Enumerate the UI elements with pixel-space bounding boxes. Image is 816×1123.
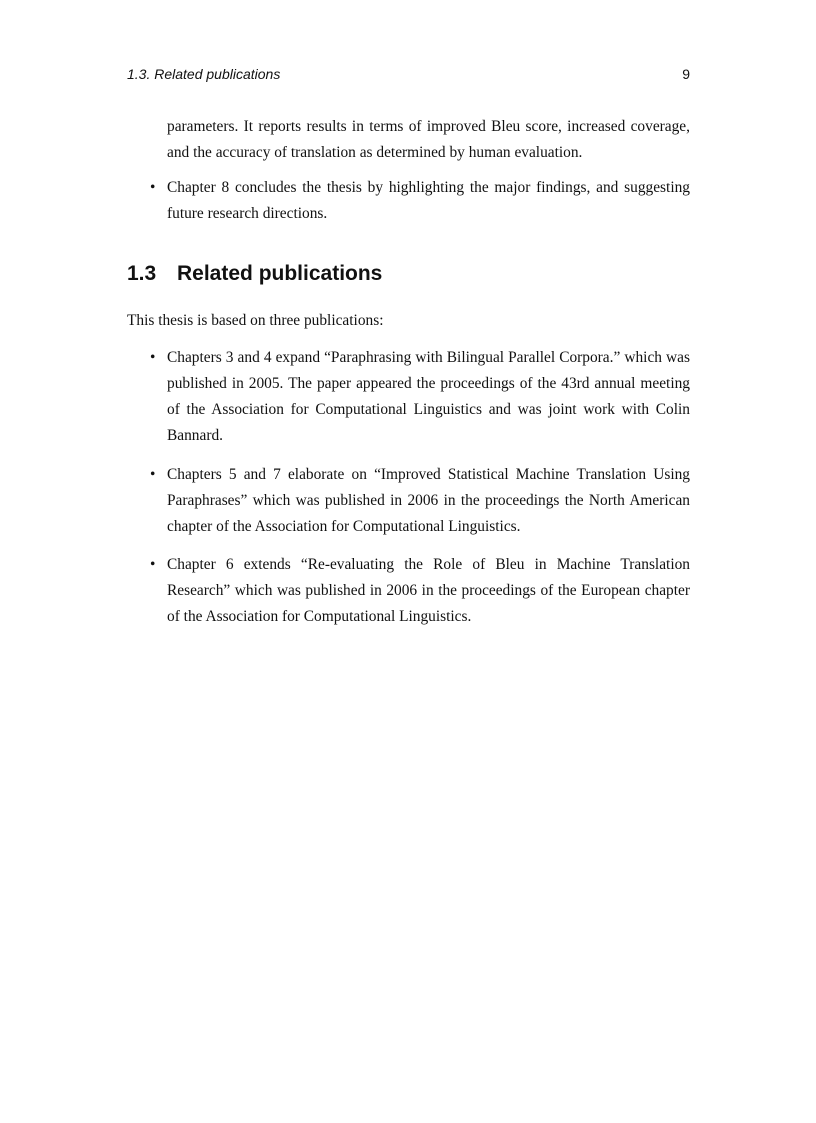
section-number: 1.3 (127, 262, 157, 285)
running-header-section: 1.3. Related publications (127, 66, 281, 82)
publication-item (150, 462, 690, 540)
section-title: Related publications (177, 262, 383, 285)
bullet: • (150, 349, 156, 366)
continued-item-text: parameters. It reports results in terms of improved Bleu score, increased coverage, and the accuracy of translation as determined by human evaluation. (167, 118, 690, 161)
list-item-text: Chapter 8 concludes the thesis by highlighting the major findings, and suggesting future research directions. (167, 179, 690, 222)
publication-text: Chapters 5 and 7 elaborate on “Improved Statistical Machine Translation Using Paraphrases” which was published in 2006 in the proceedings the North American chapter of the Association for Computational Linguistics. (167, 466, 690, 535)
section-heading (127, 262, 382, 286)
publication-text: Chapter 6 extends “Re-evaluating the Role of Bleu in Machine Translation Research” which was published in 2006 in the proceedings of the European chapter of the Association for Computational Linguistics. (167, 556, 690, 625)
continued-list-item (167, 114, 690, 166)
publication-item (150, 345, 690, 449)
page-number: 9 (682, 66, 690, 82)
publication-item (150, 552, 690, 630)
intro-paragraph: This thesis is based on three publications: (127, 312, 384, 329)
bullet: • (150, 466, 156, 483)
list-item (150, 175, 690, 227)
bullet: • (150, 179, 156, 196)
running-header (127, 66, 690, 86)
publication-text: Chapters 3 and 4 expand “Paraphrasing with Bilingual Parallel Corpora.” which was published in 2005. The paper appeared the proceedings of the 43rd annual meeting of the Association for Computational Linguistics and was joint work with Colin Bannard. (167, 349, 690, 444)
bullet: • (150, 556, 156, 573)
